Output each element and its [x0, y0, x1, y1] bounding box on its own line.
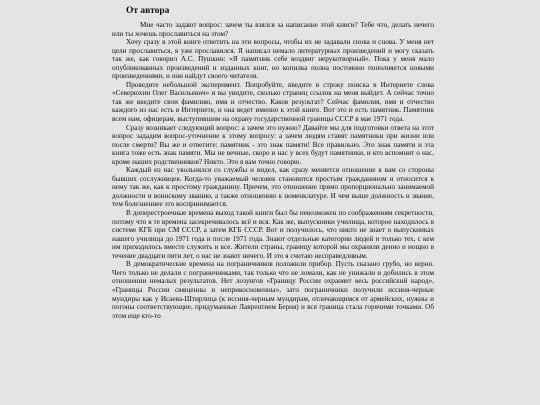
paragraph: В демократические времена на пограничников положили прибор. Пусть сказано грубо, но верно. Чего только не делали с пограничниками, так только что не ломали, как не унижали и добились в этом отношении немалых результатов. Нет лозунгов «Границу России охраняет весь российский народ», «Границы России священны и неприкосновенны», зато пограничники получили иссиня-черные мундиры как у Исаева-Штирлица (к иссиня-черным мундирам, отличающимся от армейских, нужны и погоны соответствующие, придуманные Лаврентием Берия) и вся граница стала горячими точками. Об этом еще кто-то: [112, 260, 434, 320]
paragraph: Сразу возникает следующий вопрос: а зачем это нужно? Давайте мы для подготовки ответа на этот вопрос зададим вопрос-уточнение к этому вопросу: а зачем людям ставят памятники при жизни или после смерти? Вы же и ответите: памятник - это знак памяти! Все правильно. Это знак памяти и эта книга тоже есть знак памяти. Мы не вечные, скоро и нас у всех будут памятники, и кто вспомнит о нас, кроме наших родственников? Никто. Это я вам точно говорю.: [112, 123, 434, 166]
paragraph: В доперестроечные времена выход такой книги был бы невозможен по соображениям секретности, потому что в те времена засекречивалось всё и вся. Как же, выпускники училища, которое находилось в системе КГБ при СМ СССР, а затем КГБ СССР. Вот и получилось, что никто не знает о выпускниках нашего училища до 1971 года и после 1971 года. Знают отдельные категории людей и только тех, с кем им приходилось вместе служить и все. Жители страны, границу которой мы охраняли денно и нощно в течение двадцати пяти лет, о нас не знают ничего. И это я считаю несправедливым.: [112, 209, 434, 260]
document-title: От автора: [126, 6, 170, 16]
document-body: [112, 5, 434, 320]
paragraph: Проведите небольшой эксперимент. Попробуйте, введите в строку поиска в Интернете слова «Северюхин Олег Васильевич» и вы увидите, сколько страниц ссылок на меня выйдет. А сейчас точно так же введите свои фамилию, имя и отчество. Каков результат? Сейчас фамилия, имя и отчество каждого из нас есть в Интернете, и она ведет именно к этой книге. Вот это и есть памятник. Памятник всем нам, офицерам, выступившим на охрану государственной границы СССР в мае 1971 года.: [112, 80, 434, 124]
paragraph: Каждый из нас увольнялся со службы и видел, как сразу меняется отношение к вам со стороны бывших сослуживцев. Когда-то уважаемый человек становится простым гражданином и относится к нему так же, как к простому гражданину. Причем, это отношение прямо пропорционально занимаемой должности и воинскому званию, а также отношению к номенклатуре. И чем выше должность и звание, тем болезненнее это воспринимается.: [112, 166, 434, 209]
paragraph: Мне часто задают вопрос: зачем ты взялся за написание этой книги? Тебе что, делать нечего или ты хочешь прославиться на этом?: [112, 21, 434, 38]
paragraph: Хочу сразу в этой книге ответить на эти вопросы, чтобы их не задавали снова и снова. У меня нет цели прославиться, я уже прославился. Я написал немало литературных произведений и могу сказать так же, как говорил А.С. Пушкин: «Я памятник себе воздвиг нерукотворный». Пока у меня мало опубликованных произведений и изданных книг, но копилка полна постоянно пополняется новыми произведениями, и они найдут своего читателя.: [112, 38, 434, 81]
